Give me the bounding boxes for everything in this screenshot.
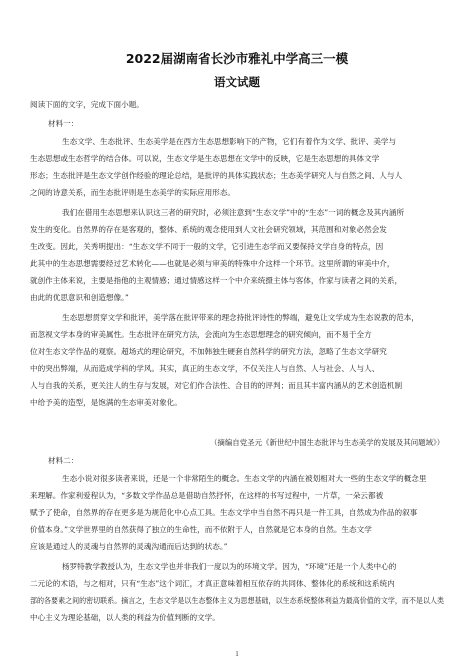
m1-line: 就创作主体来说，主要是指他的主观情感；通过情感这样一个中介来统摄主体与客体，作家与读者之间的关系， — [30, 276, 403, 285]
m2-line: 部的各要素之间的密切联系。摘言之，生态文学是以生态整体主义为思想基础，以生态系统整体利益为最高价值的文学，而不是以人类 — [30, 596, 444, 605]
m1-line: 中的突出弊端，从而造成学科的学风。其实，真正的生态文学，不仅关注人与自然、人与社会、人与人、 — [30, 364, 380, 373]
m2-line: 应该是通过人的灵魂与自然界的灵魂沟通而后达到的状态。” — [30, 542, 228, 551]
m1-line: 生改变。因此，关秀明提出：“生态文学不同于一般的文学，它引进生态学而又要保持文学自身的特点，因 — [30, 242, 384, 251]
m1-line: 生态思想贯穿文学和批评，美学落在批评带来的理念持批评诗性的弊端，避免让文学成为生态说教的范本， — [62, 313, 419, 322]
material1-label: 材料一： — [48, 119, 79, 128]
m1-line: 人与自我的关系，更关注人的生存与发展，对它们作合法性、合目的的评判；而且其丰富内涵从的艺术创造机制 — [30, 381, 403, 390]
intro-text: 阅读下面的文字，完成下面小题。 — [30, 100, 144, 109]
document-subtitle: 语文试题 — [214, 75, 260, 89]
document-title: 2022届湖南省长沙市雅礼中学高三一模 — [125, 51, 349, 66]
citation: （摘编自党圣元《新世纪中国生态批评与生态美学的发展及其问题域》） — [210, 438, 445, 447]
m1-line: 位对生态文学作品的观察。超场式的理论研究，不加韩独生硬套自然科学的研究方法，忽略了生态文学研究 — [30, 347, 387, 356]
m2-line: 来理解。作家利爱程认为，“多数文学作品总是借助自然抒怀，在这样的书写过程中，一片草，一朵云都被 — [30, 491, 384, 500]
m1-line: 由此的优思意识和创造想像。” — [30, 293, 129, 302]
m1-line: 我们在借用生态思想来认识这三者的研究时，必须注意到“生态文学”中的“生态”一词的概念及其内涵所 — [62, 208, 405, 217]
m1-line: 而忽视文学本身的审美属性。生态批评在研究方法，会流向为生态思想理念的研究倾向，而不易于全方 — [30, 330, 372, 339]
material2-label: 材料二： — [48, 456, 79, 465]
m2-line: 价值本身。”文学世界里的自然获得了独立的生命性，而不依附于人，自然就是它本身的自然。生态文学 — [30, 525, 372, 534]
m1-line: 之间的诗意关系，而生态批评则是生态美学的实际应用形态。 — [30, 188, 236, 197]
m2-line: 赋予了使命，自然界的存在更多是为规范化中心点工具。生态文学中当自然不再只是一件工具，自然成为作品的叙事 — [30, 508, 418, 517]
page-number: 1 — [235, 650, 239, 658]
m2-line: 生态小说对很多读者来说，还是一个非常陌生的概念。生态文学的内涵在被划相对大一些的生态文学的概念里 — [62, 474, 427, 483]
m2-line: 二元论的术语，与之相对，只有“生态”这个词汇，才真正意味着相互依存的共同体、整体化的系统和这系统内 — [30, 579, 395, 588]
m1-line: 中给予美的造型，是饱满的生态审美对象化。 — [30, 398, 182, 407]
m1-line: 发生的变化。自然界的存在是客观的，整体、系统的观念使用到人文社会研究领域，其范围和对象必然会发 — [30, 225, 387, 234]
m1-line: 此其中的生态思想需要经过艺术转化——也就是必须与审美的特殊中介这样一个环节。这里所谓的审美中介， — [30, 259, 395, 268]
m2-line: 中心主义为理论基础，以人类的利益为价值判断的文学。 — [30, 613, 220, 622]
m1-line: 形态；生态批评是生态文学创作经验的理论总结，是批评的具体实践状态；生态美学研究人与自然之间、人与人 — [30, 171, 403, 180]
m2-line: 杨罗特教学教授认为，生态文学也并非我们一度以为的环境文学。因为，“环境”还是一个人类中心的 — [62, 562, 397, 571]
m1-line: 生态思想或生态哲学的结合体。可以说，生态文学是生态思想在文学中的反映，它是生态思想的具体文学 — [30, 154, 380, 163]
m1-line: 生态文学、生态批评、生态美学是在西方生态思想影响下的产物，它们有着作为文学、批评、美学与 — [62, 137, 397, 146]
